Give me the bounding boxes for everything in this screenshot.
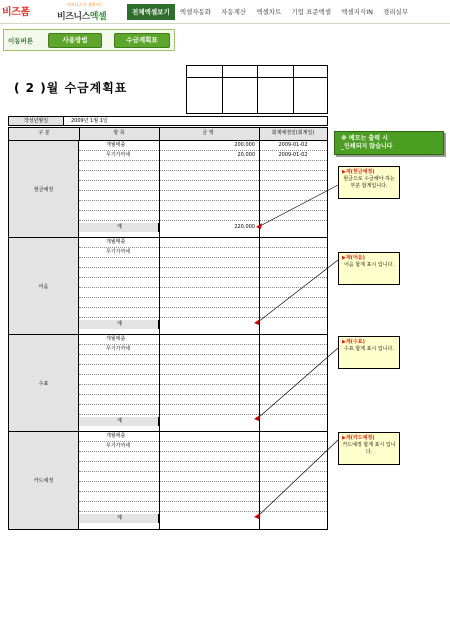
- table-row: [79, 462, 327, 472]
- table-row: [79, 141, 327, 151]
- item-cell[interactable]: 계: [79, 320, 159, 329]
- item-cell[interactable]: 무기가까세: [106, 249, 131, 255]
- table-section: [9, 432, 327, 529]
- item-cell[interactable]: 개월매출: [106, 239, 126, 245]
- date-cell[interactable]: 2009-01-02: [278, 152, 308, 158]
- table-row: [79, 151, 327, 161]
- section-label: 수표: [9, 335, 79, 431]
- nav-all-excel[interactable]: 전체엑셀보기: [127, 4, 175, 20]
- move-button-bar: [3, 29, 175, 51]
- item-cell[interactable]: 계: [79, 514, 159, 523]
- item-cell[interactable]: 무기가까세: [106, 443, 131, 449]
- comment-note: [338, 166, 400, 199]
- date-cell[interactable]: 2009-01-02: [278, 142, 308, 148]
- table-row: [79, 201, 327, 211]
- item-cell[interactable]: 계: [79, 223, 159, 232]
- note-title: ▶계(어음): [342, 255, 365, 261]
- nav-excel-chart[interactable]: 엑셀차트: [256, 8, 282, 16]
- nav-excel-automation[interactable]: 엑셀자동화: [179, 8, 212, 16]
- comment-note: [338, 432, 400, 465]
- table-section: [9, 335, 327, 432]
- table-row: [79, 308, 327, 318]
- table-row: [79, 355, 327, 365]
- note-body: 수표 합계 표시 입니다.: [344, 346, 394, 352]
- table-row: [79, 452, 327, 462]
- section-label: 카드예정: [9, 432, 79, 529]
- approval-box: [186, 65, 328, 114]
- header-date: 회계예정일(회계일): [271, 130, 315, 136]
- table-row: [79, 335, 327, 345]
- table-row: [79, 345, 327, 355]
- total-row: [79, 514, 327, 523]
- print-notice-bubble: [334, 131, 444, 155]
- date-label: 작성년월일: [9, 117, 64, 125]
- total-row: [79, 320, 327, 329]
- table-row: [79, 181, 327, 191]
- table-row: [79, 211, 327, 221]
- comment-note: [338, 336, 400, 369]
- amount-cell[interactable]: 20,000: [237, 152, 255, 158]
- amount-cell[interactable]: 220,000: [234, 224, 255, 230]
- note-title: ▶계(카드예정): [342, 435, 375, 441]
- logo-wordmark: 비즈니스엑셀: [57, 12, 107, 22]
- note-title: ▶계(수표): [342, 339, 365, 345]
- table-row: [79, 288, 327, 298]
- table-row: [79, 375, 327, 385]
- table-section: [9, 238, 327, 335]
- collection-plan-button[interactable]: 수금계획표: [114, 33, 170, 48]
- header-amount: 금 액: [202, 130, 214, 136]
- item-cell[interactable]: 계: [79, 417, 159, 426]
- table-row: [79, 268, 327, 278]
- notice-line-2: _인쇄되지 않습니다: [341, 143, 393, 150]
- header-item: 항 목: [113, 130, 125, 136]
- table-row: [79, 472, 327, 482]
- bizform-logo[interactable]: 비즈폼: [2, 7, 30, 18]
- logo-tagline: 비즈니스가 쉬워지는: [67, 2, 104, 7]
- item-cell[interactable]: 개월매출: [106, 433, 126, 439]
- collection-plan-table: [8, 127, 328, 530]
- header-category: 구 분: [38, 130, 50, 136]
- note-title: ▶계(현금예정): [342, 169, 375, 175]
- table-row: [79, 432, 327, 442]
- section-label: 현금예정: [9, 141, 79, 237]
- table-row: [79, 482, 327, 492]
- nav-excel-knowledge[interactable]: 엑셀지식IN: [341, 8, 373, 16]
- comment-note: [338, 252, 400, 285]
- page-title: ( 2 )월 수금계획표: [14, 81, 128, 95]
- usage-guide-button[interactable]: 사용방법: [48, 33, 102, 48]
- section-label: 어음: [9, 238, 79, 334]
- nav-auto-calc[interactable]: 자동계산: [221, 8, 247, 16]
- move-label: 이동버튼: [8, 37, 34, 45]
- table-row: [79, 171, 327, 181]
- note-body: 현금으로 수금해야 하는 부분 합계입니다.: [343, 176, 395, 189]
- table-row: [79, 442, 327, 452]
- table-row: [79, 248, 327, 258]
- table-row: [79, 191, 327, 201]
- item-cell[interactable]: 무기가까세: [106, 152, 131, 158]
- table-row: [79, 258, 327, 268]
- nav-standard-excel[interactable]: 기업 표준엑셀: [291, 8, 332, 16]
- table-row: [79, 492, 327, 502]
- table-row: [79, 405, 327, 415]
- table-row: [79, 298, 327, 308]
- date-value[interactable]: 2009년 1월 1일: [71, 118, 108, 124]
- main-nav: [127, 4, 413, 20]
- table-row: [79, 502, 327, 512]
- table-section: [9, 141, 327, 238]
- item-cell[interactable]: 무기가까세: [106, 346, 131, 352]
- note-body: 카드예정 합계 표시 입니다.: [342, 442, 396, 455]
- amount-cell[interactable]: 200,000: [234, 142, 255, 148]
- business-excel-logo[interactable]: [57, 2, 122, 20]
- table-row: [79, 238, 327, 248]
- total-row: [79, 223, 327, 232]
- item-cell[interactable]: 개월매출: [106, 142, 126, 148]
- table-row: [79, 385, 327, 395]
- total-row: [79, 417, 327, 426]
- notice-line-1: ※ 메모는 출력 시: [341, 135, 388, 142]
- table-row: [79, 161, 327, 171]
- table-row: [79, 365, 327, 375]
- table-header: [9, 128, 327, 141]
- nav-accounting[interactable]: 경리실무: [383, 8, 409, 16]
- date-row: [8, 116, 328, 126]
- item-cell[interactable]: 개월매출: [106, 336, 126, 342]
- table-row: [79, 278, 327, 288]
- table-row: [79, 395, 327, 405]
- top-header: [0, 0, 450, 24]
- note-body: 어음 합계 표시 입니다.: [344, 262, 394, 268]
